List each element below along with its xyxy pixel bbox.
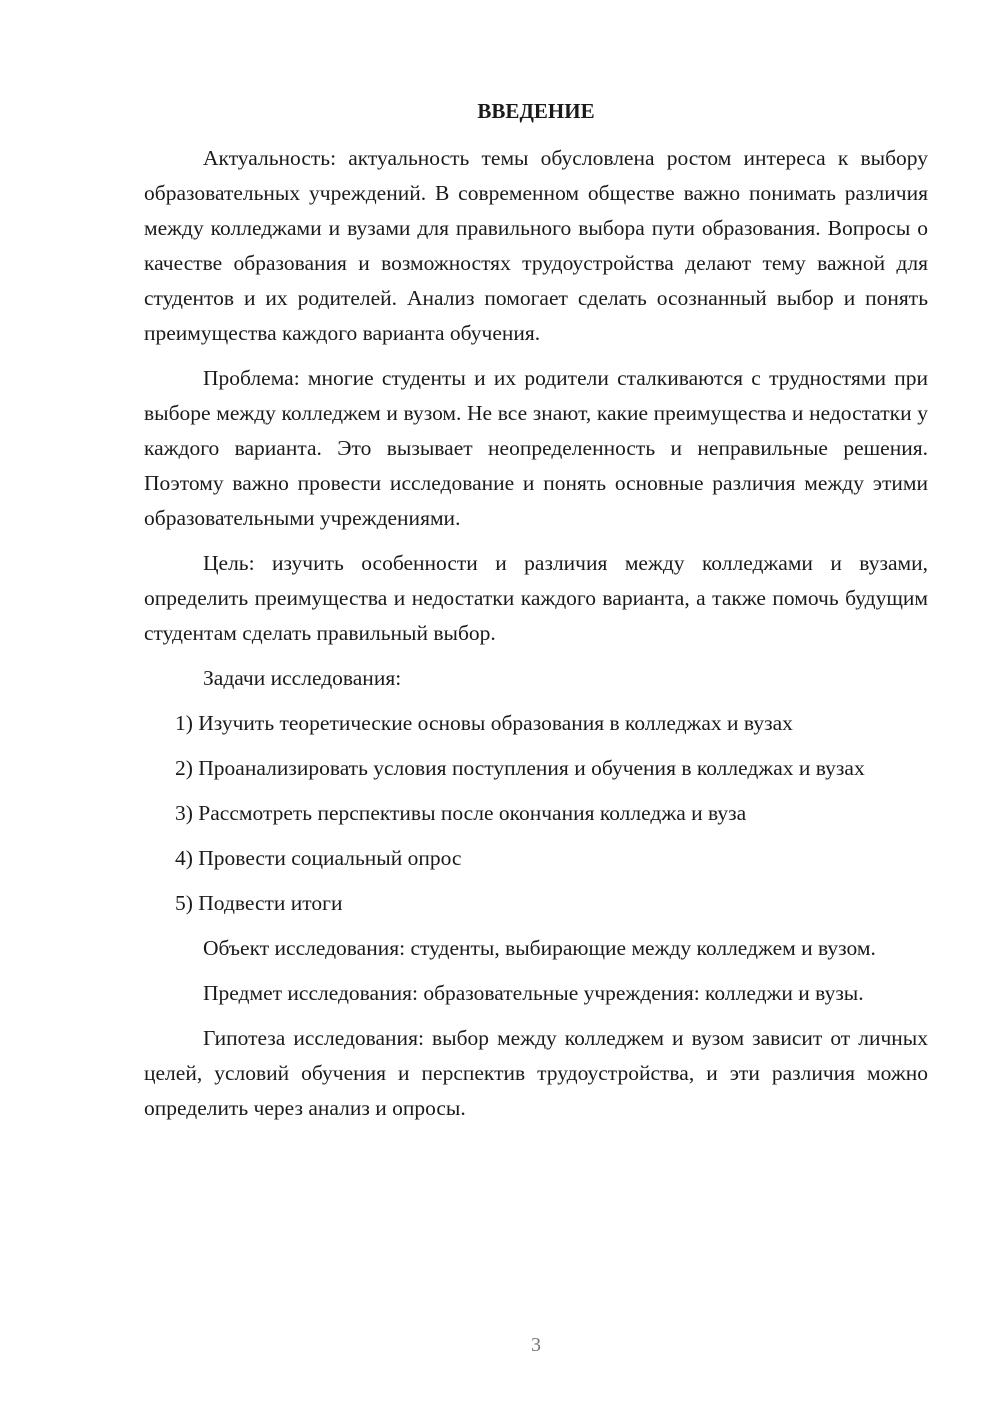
paragraph-object: Объект исследования: студенты, выбирающие между колледжем и вузом. bbox=[203, 936, 876, 960]
task-item: 5) Подвести итоги bbox=[175, 891, 343, 915]
paragraph-problem: Проблема: многие студенты и их родители сталкиваются с трудностями при выборе между колледжем и вузом. Не все знают, какие преимущества и недостатки у каждого варианта. Это вызывает неопределенность и неправильные решения. Поэтому важно провести исследование и понять основные различия между этими образовательными учреждениями. bbox=[144, 366, 928, 530]
paragraph-goal: Цель: изучить особенности и различия между колледжами и вузами, определить преимущества и недостатки каждого варианта, а также помочь будущим студентам сделать правильный выбор. bbox=[144, 551, 928, 645]
page-title: ВВЕДЕНИЕ bbox=[477, 99, 595, 123]
paragraph-relevance: Актуальность: актуальность темы обусловлена ростом интереса к выбору образовательных учреждений. В современном обществе важно понимать различия между колледжами и вузами для правильного выбора пути образования. Вопросы о качестве образования и возможностях трудоустройства делают тему важной для студентов и их родителей. Анализ помогает сделать осознанный выбор и понять преимущества каждого варианта обучения. bbox=[144, 146, 928, 345]
task-item: 4) Провести социальный опрос bbox=[175, 846, 462, 870]
task-item: 2) Проанализировать условия поступления и обучения в колледжах и вузах bbox=[175, 756, 865, 780]
tasks-title: Задачи исследования: bbox=[203, 666, 402, 690]
page-number: 3 bbox=[531, 1334, 541, 1356]
task-item: 3) Рассмотреть перспективы после окончания колледжа и вуза bbox=[175, 801, 747, 825]
paragraph-hypothesis: Гипотеза исследования: выбор между колледжем и вузом зависит от личных целей, условий обучения и перспектив трудоустройства, и эти различия можно определить через анализ и опросы. bbox=[144, 1026, 928, 1120]
task-item: 1) Изучить теоретические основы образования в колледжах и вузах bbox=[175, 711, 793, 735]
paragraph-subject: Предмет исследования: образовательные учреждения: колледжи и вузы. bbox=[203, 981, 864, 1005]
page-content bbox=[144, 94, 928, 1136]
